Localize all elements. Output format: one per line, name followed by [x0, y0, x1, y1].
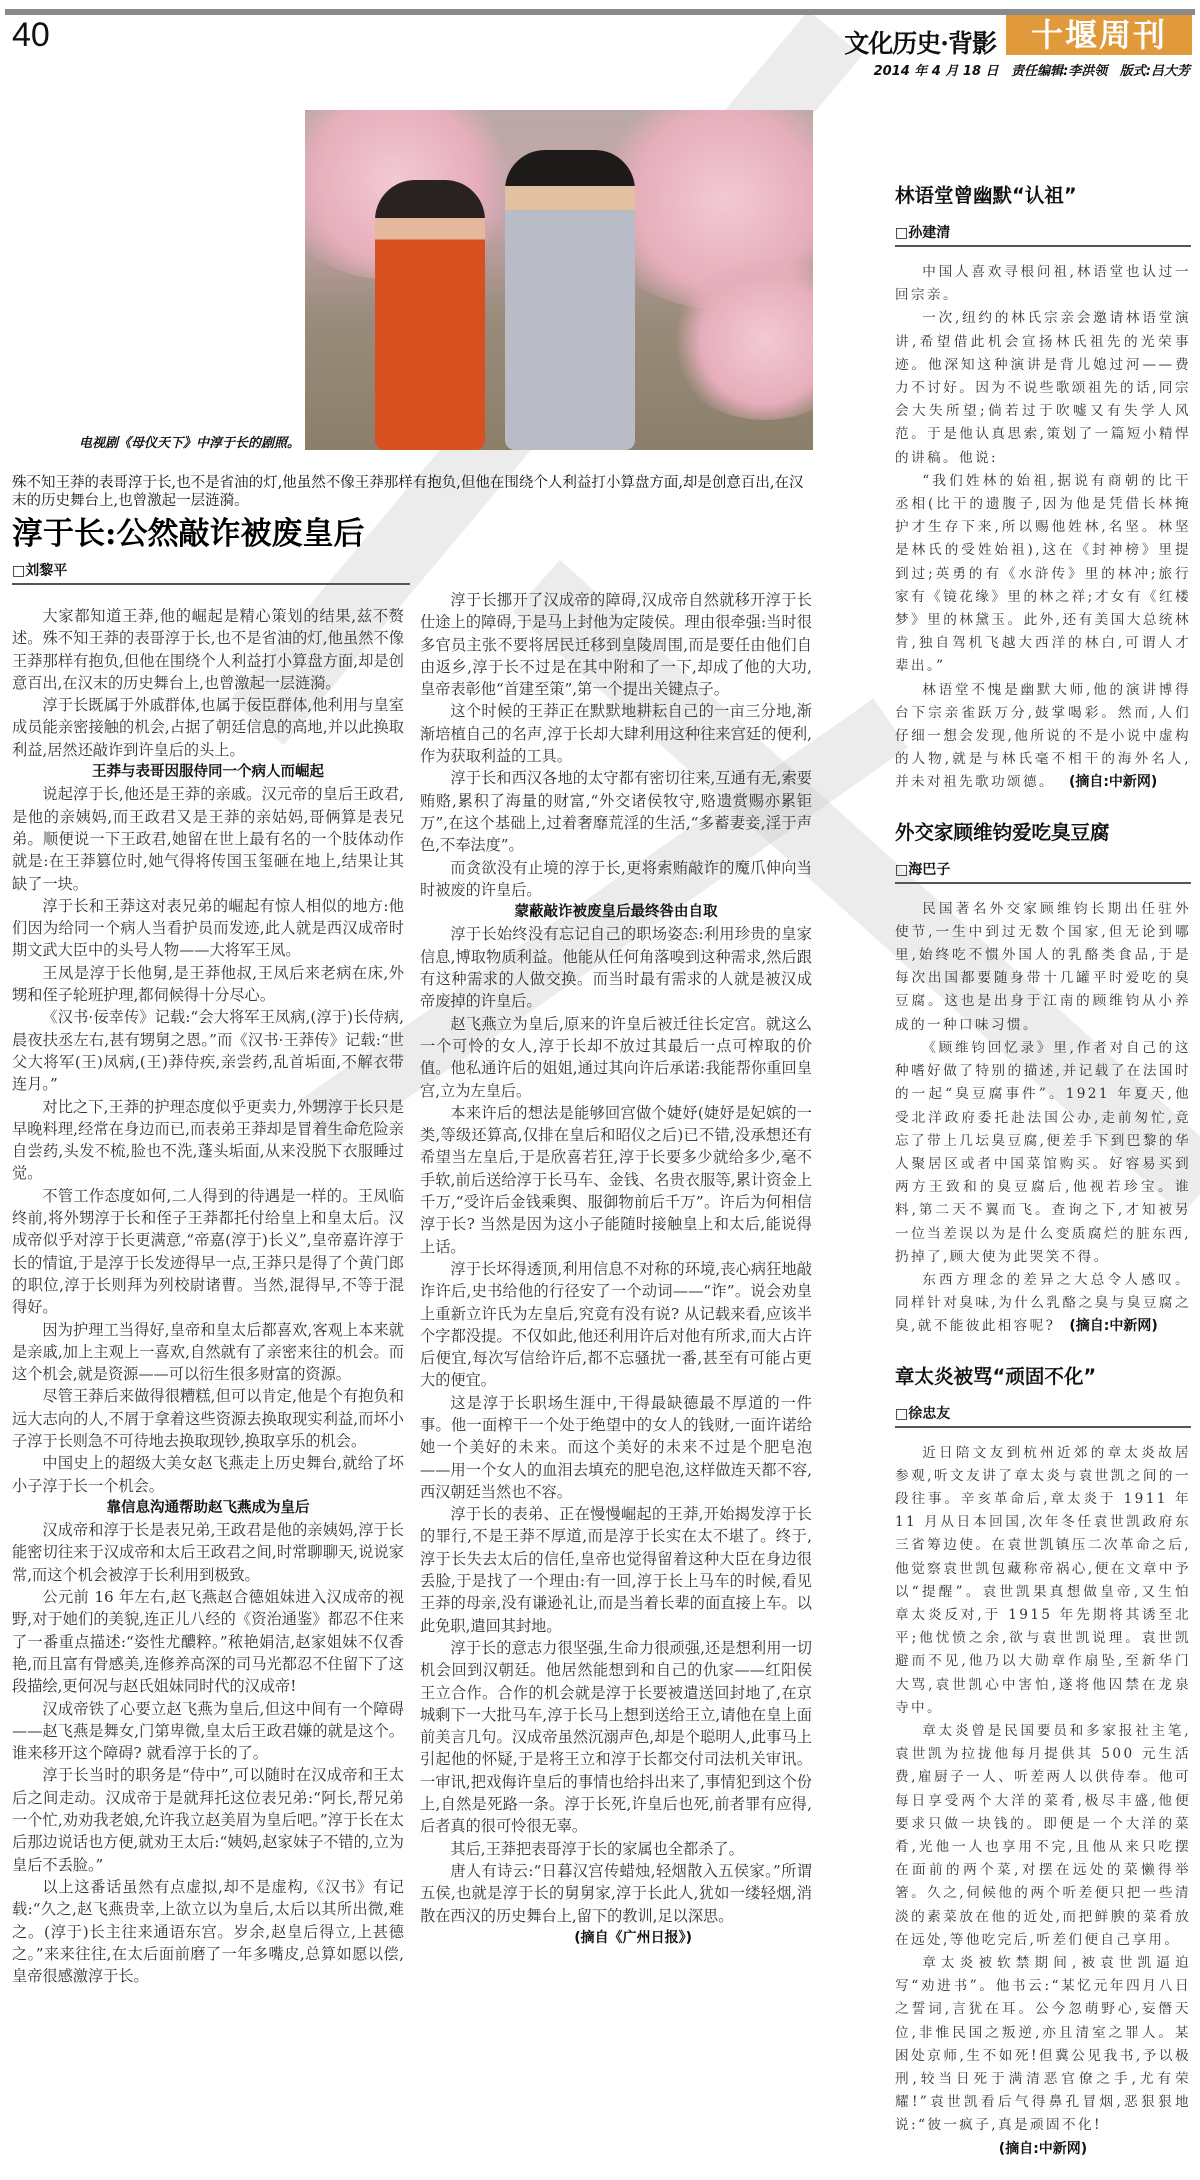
article-byline: □刘黎平	[12, 560, 410, 585]
sidebar-article	[895, 180, 1191, 795]
article-paragraph: 淳于长的表弟、正在慢慢崛起的王莽,开始揭发淳于长的罪行,不是王莽不厚道,而是淳于长实在太不堪了。终于,淳于长失去太后的信任,皇帝也觉得留着这种大臣在身边很丢脸,于是找了一个理由:有一回,淳于长上马车的时候,看见王莽的母亲,没有谦逊礼让,而是当着长辈的面直接上车。以此免职,遣回其封地。	[420, 1505, 812, 1635]
sidebar-source: (摘自:中新网)	[1069, 1318, 1158, 1335]
article-paragraph: 淳于长当时的职务是“侍中”,可以随时在汉成帝和王太后之间走动。汉成帝于是就拜托这位表兄弟:“阿长,帮兄弟一个忙,劝劝我老娘,允许我立赵美眉为皇后吧。”淳于长在太后那边说话也方便,就劝王太后:“姨妈,赵家妹子不错的,立为皇后不丢脸。”	[12, 1766, 404, 1874]
article-paragraph: 因为护理工当得好,皇帝和皇太后都喜欢,客观上本来就是亲戚,加上主观上一喜欢,自然就有了亲密来往的机会。而这个机会,就是资源——可以衍生很多财富的资源。	[12, 1320, 404, 1384]
article-photo	[305, 110, 813, 450]
sidebar-article-body	[895, 261, 1191, 795]
paragraph-text: 章太炎被软禁期间,被袁世凯逼迫写“劝进书”。他书云:“某忆元年四月八日之誓词,言犹在耳。公今忽萌野心,妄僭天位,非惟民国之叛逆,亦且清室之罪人。某困处京师,生不如死!但冀公见我书,予以极刑,较当日死于满清恶官僚之手,尤有荣耀!”袁世凯看后气得鼻孔冒烟,恶狠狠地说:“彼一疯子,真是顽固不化!	[895, 1955, 1191, 2134]
article-paragraph: 淳于长的意志力很坚强,生命力很顽强,还是想利用一切机会回到汉朝廷。他居然能想到和自己的仇家——红阳侯王立合作。合作的机会就是淳于长要被遣送回封地了,在京城剩下一大批马车,淳于长马上想到送给王立,请他在皇上面前美言几句。汉成帝虽然沉溺声色,却是个聪明人,此事马上引起他的怀疑,于是将王立和淳于长都交付司法机关审讯。一审讯,把戏侮许皇后的事情也给抖出来了,事情犯到这个份上,自然是死路一条。淳于长死,许皇后也死,前者罪有应得,后者真的很可怜很无辜。	[420, 1638, 812, 1836]
article-paragraph: 不管工作态度如何,二人得到的待遇是一样的。王凤临终前,将外甥淳于长和侄子王莽都托付给皇上和皇太后。汉成帝似乎对淳于长更满意,“帝嘉(淳于)长义”,皇帝嘉许淳于长的情谊,于是淳于长发迹得早一点,王莽只是得了个黄门郎的职位,淳于长则拜为列校尉诸曹。当然,混得早,不等于混得好。	[12, 1186, 404, 1317]
editor-credit: 责任编辑:李洪领	[1011, 64, 1108, 79]
article-paragraph: 汉成帝铁了心要立赵飞燕为皇后,但这中间有一个障碍——赵飞燕是舞女,门第卑微,皇太后王政君嫌的就是这个。谁来移开这个障碍? 就看淳于长的了。	[12, 1699, 404, 1763]
sidebar-paragraph	[895, 1269, 1191, 1339]
article-paragraph: 赵飞燕立为皇后,原来的许皇后被迁往长定宫。就这么一个可怜的女人,淳于长却不放过其最后一点可榨取的价值。他私通许后的姐姐,通过其向许后承诺:我能帮你重回皇宫,立为左皇后。	[420, 1014, 812, 1100]
article-paragraph: 王凤是淳于长他舅,是王莽他叔,王凤后来老病在床,外甥和侄子轮班护理,都伺候得十分尽心。	[12, 963, 404, 1005]
sidebar-article	[895, 1361, 1191, 2158]
article-paragraph: 中国史上的超级大美女赵飞燕走上历史舞台,就给了坏小子淳于长一个机会。	[12, 1454, 404, 1495]
actress-figure	[375, 180, 485, 450]
sidebar-paragraph	[895, 679, 1191, 795]
sidebar-paragraph	[895, 307, 1191, 469]
article-paragraph: 大家都知道王莽,他的崛起是精心策划的结果,兹不赘述。殊不知王莽的表哥淳于长,也不是省油的灯,他虽然不像王莽那样有抱负,但他在围绕个人利益打小算盘方面,却是创意百出,在汉末的历史舞台上,也曾激起一层涟漪。	[12, 607, 404, 692]
article-lead: 殊不知王莽的表哥淳于长,也不是省油的灯,他虽然不像王莽那样有抱负,但他在围绕个人利益打小算盘方面,却是创意百出,在汉末的历史舞台上,也曾激起一层涟漪。	[12, 475, 804, 509]
article-paragraph: 唐人有诗云:“日暮汉宫传蜡烛,轻烟散入五侯家。”所谓五侯,也就是淳于长的舅舅家,淳于长此人,犹如一缕轻烟,消散在西汉的历史舞台上,留下的教训,足以深思。	[420, 1861, 812, 1925]
issue-date: 2014 年 4 月 18 日	[873, 64, 999, 79]
article-paragraph: 说起淳于长,他还是王莽的亲戚。汉元帝的皇后王政君,是他的亲姨妈,而王政君又是王莽的亲姑妈,哥俩算是表兄弟。顺便说一下王政君,她留在世上最有名的一个肢体动作就是:在王莽篡位时,她气得将传国玉玺砸在地上,结果让其缺了一块。	[12, 785, 404, 893]
article-paragraph: 这是淳于长职场生涯中,干得最缺德最不厚道的一件事。他一面榨干一个处于绝望中的女人的钱财,一面许诺给她一个美好的未来。而这个美好的未来不过是个肥皂泡——用一个女人的血泪去填充的肥皂泡,这样做连天都不容,西汉朝廷当然也不容。	[420, 1393, 812, 1501]
paragraph-text: 中国人喜欢寻根问祖,林语堂也认过一回宗亲。	[895, 264, 1191, 304]
section-subheading: 蒙蔽敲诈被废皇后最终咎由自取	[514, 904, 718, 921]
article-paragraph: 淳于长和王莽这对表兄弟的崛起有惊人相似的地方:他们因为给同一个病人当看护员而发迹,此人就是西汉成帝时期文武大臣中的头号人物——大将军王凤。	[12, 896, 404, 960]
brand-logo: 十堰周刊	[1006, 15, 1192, 55]
article-paragraph: 《汉书·佞幸传》记载:“会大将军王凤病,(淳于)长侍病,晨夜扶丞左右,甚有甥舅之恩。”而《汉书·王莽传》记载:“世父大将军(王)凤病,(王)莽侍疾,亲尝药,乱首垢面,不解衣带连月。”	[12, 1008, 404, 1094]
article-paragraph: 淳于长坏得透顶,利用信息不对称的环境,丧心病狂地敲诈许后,史书给他的行径安了一个动词——“诈”。说会劝皇上重新立许氏为左皇后,究竟有没有说? 从记载来看,应该半个字都没提。不仅如此,他还利用许后对他有所求,而大占许后便宜,每次写信给许后,都不忘骚扰一番,甚至有可能占更大的便宜。	[420, 1259, 812, 1390]
section-subheading: 王莽与表哥因服侍同一个病人而崛起	[92, 764, 324, 781]
photo-caption: 电视剧《母仪天下》中淳于长的剧照。	[78, 436, 300, 451]
section-subheading: 靠信息沟通帮助赵飞燕成为皇后	[106, 1499, 310, 1516]
article-paragraph: 淳于长既属于外戚群体,也属于佞臣群体,他利用与皇室成员能亲密接触的机会,占据了朝廷信息的高地,并以此换取利益,居然还敲诈到许皇后的头上。	[12, 696, 404, 759]
sidebar-article-title: 章太炎被骂“顽固不化”	[895, 1364, 1097, 1388]
article-paragraph: 其后,王莽把表哥淳于长的家属也全都杀了。	[450, 1839, 744, 1858]
paragraph-text: 民国著名外交家顾维钧长期出任驻外使节,一生中到过无数个国家,但无论到哪里,始终吃不惯外国人的乳酪类食品,于是每次出国都要随身带十几罐平时爱吃的臭豆腐。这也是出身于江南的顾维钧从小养成的一种口味习惯。	[895, 900, 1191, 1033]
sidebar-article-title: 林语堂曾幽默“认祖”	[895, 184, 1077, 207]
sidebar-article-body	[895, 1442, 1191, 2158]
sidebar-paragraph	[895, 470, 1191, 679]
article-paragraph: 这个时候的王莽正在默默地耕耘自己的一亩三分地,渐渐培植自己的名声,淳于长却大肆利用这种往来宫廷的便利,作为获取利益的工具。	[420, 702, 812, 766]
sidebar-paragraph	[895, 1442, 1191, 1720]
sidebar-article-byline: □孙建清	[895, 222, 1191, 247]
article-paragraph: 汉成帝和淳于长是表兄弟,王政君是他的亲姨妈,淳于长能密切往来于汉成帝和太后王政君之间,时常聊聊天,说说家常,而这个机会被淳于长利用到极致。	[12, 1521, 404, 1584]
article-paragraph: 淳于长和西汉各地的太守都有密切往来,互通有无,索要贿赂,累积了海量的财富,“外交诸侯牧守,赂遗赏赐亦累钜万”,在这个基础上,过着奢靡荒淫的生活,“多蓄妻妾,淫于声色,不奉法度”。	[420, 769, 812, 855]
article-paragraph: 公元前 16 年左右,赵飞燕赵合德姐妹进入汉成帝的视野,对于她们的美貌,连正儿八经的《资治通鉴》都忍不住来了一番重点描述:“姿性尤醲粹。”秾艳娟洁,赵家姐妹不仅香艳,而且富有骨感美,连修养高深的司马光都忍不住留下了这段描绘,更何况与赵氏姐妹同时代的汉成帝!	[12, 1588, 404, 1696]
sidebar	[895, 180, 1191, 2180]
sidebar-article-byline: □海巴子	[895, 859, 1191, 884]
sidebar-source: (摘自:中新网)	[998, 2140, 1088, 2157]
article-paragraph: 淳于长始终没有忘记自己的职场姿态:利用珍贵的皇家信息,博取物质利益。他能从任何角落嗅到这种需求,然后跟有这种需求的人做交换。而当时最有需求的人就是被汉成帝废掉的许皇后。	[420, 925, 812, 1011]
sidebar-article	[895, 817, 1191, 1339]
sidebar-paragraph	[895, 1720, 1191, 1952]
page-number: 40	[12, 16, 50, 54]
article-paragraph: 对比之下,王莽的护理态度似乎更卖力,外甥淳于长只是早晚料理,经常在身边而已,而表弟王莽却是冒着生命危险亲自尝药,头发不梳,脸也不洗,蓬头垢面,从来没脱下衣服睡过觉。	[12, 1097, 404, 1183]
paragraph-text: 东西方理念的差异之大总令人感叹。同样针对臭味,为什么乳酪之臭与臭豆腐之臭,就不能彼此相容呢?	[895, 1271, 1191, 1335]
paragraph-text: 林语堂不愧是幽默大师,他的演讲博得台下宗亲雀跃万分,鼓掌喝彩。然而,人们仔细一想会发现,他所说的不是小说中虚构的人物,就是与林氏毫不相干的海外名人,并未对祖先歌功颂德。	[895, 681, 1191, 791]
layout-credit: 版式:吕大芳	[1119, 64, 1190, 79]
article-source: (摘自《广州日报》)	[574, 1929, 692, 1946]
paragraph-text: 一次,纽约的林氏宗亲会邀请林语堂演讲,希望借此机会宣扬林氏祖先的光荣事迹。他深知这种演讲是背儿媳过河——费力不讨好。因为不说些歌颂祖先的话,同宗会大失所望;倘若过于吹嘘又有失学人风范。于是他认真思索,策划了一篇短小精悍的讲稿。他说:	[895, 310, 1191, 466]
article-paragraph: 而贪欲没有止境的淳于长,更将索贿敲诈的魔爪伸向当时被废的许皇后。	[420, 858, 812, 899]
article-paragraph: 尽管王莽后来做得很糟糕,但可以肯定,他是个有抱负和远大志向的人,不屑于拿着这些资源去换取现实利益,而坏小子淳于长则急不可待地去换取现钞,换取享乐的机会。	[12, 1387, 404, 1450]
sidebar-article-byline: □徐忠友	[895, 1403, 1191, 1428]
dateline	[866, 60, 1190, 79]
article-paragraph: 以上这番话虽然有点虚拟,却不是虚构,《汉书》有记载:“久之,赵飞燕贵幸,上欲立以为皇后,太后以其所出微,难之。(淳于)长主往来通语东宫。岁余,赵皇后得立,上甚德之。”来来往往,在太后面前磨了一年多嘴皮,总算如愿以偿,皇帝很感激淳于长。	[12, 1877, 404, 1986]
sidebar-article-title: 外交家顾维钧爱吃臭豆腐	[895, 820, 1110, 844]
section-title: 文化历史·背影	[844, 29, 996, 58]
sidebar-article-body	[895, 898, 1191, 1339]
article-title: 淳于长:公然敲诈被废皇后	[12, 516, 365, 552]
sidebar-paragraph	[895, 1952, 1191, 2138]
main-article	[12, 474, 812, 1987]
article-paragraph: 本来许后的想法是能够回宫做个婕妤(婕妤是妃嫔的一类,等级还算高,仅排在皇后和昭仪之后)已不错,没承想还有希望当左皇后,于是欣喜若狂,淳于长要多少就给多少,毫不手软,前后送给淳于长马车、金钱、名贵衣服等,累计资金上千万,“受许后金钱乘舆、服御物前后千万”。许后为何相信淳于长? 当然是因为这小子能随时接触皇上和太后,能说得上话。	[420, 1103, 812, 1256]
actor-figure	[505, 150, 635, 450]
paragraph-text: 近日陪文友到杭州近郊的章太炎故居参观,听文友讲了章太炎与袁世凯之间的一段往事。辛亥革命后,章太炎于 1911 年 11 月从日本回国,次年冬任袁世凯政府东三省筹边使。在袁世凯镇压二次革命之后,他觉察袁世凯包藏称帝祸心,便在文章中予以“提醒”。袁世凯果真想做皇帝,又生怕章太炎反对,于 1915 年先期将其诱至北平;他忧愤之余,欲与袁世凯说理。袁世凯避而不见,他乃以大勋章作扇坠,至新华门大骂,袁世凯心中害怕,遂将他囚禁在龙泉寺中。	[895, 1444, 1191, 1716]
paragraph-text: 《顾维钧回忆录》里,作者对自己的这种嗜好做了特别的描述,并记载了在法国时的一起“臭豆腐事件”。1921 年夏天,他受北洋政府委托赴法国公办,走前匆忙,竟忘了带上几坛臭豆腐,便差手下到巴黎的华人聚居区或者中国菜馆购买。好容易买到两方王致和的臭豆腐后,他视若珍宝。谁料,第二天不翼而飞。查询之下,才知被另一位当差误以为是什么变质腐烂的脏东西,扔掉了,顾大使为此哭笑不得。	[895, 1039, 1191, 1265]
sidebar-paragraph	[895, 261, 1191, 307]
sidebar-paragraph	[895, 1037, 1191, 1269]
sidebar-source: (摘自:中新网)	[1068, 774, 1158, 791]
sidebar-paragraph	[895, 898, 1191, 1037]
paragraph-text: “我们姓林的始祖,据说有商朝的比干丞相(比干的遗腹子,因为他是凭借长林掩护才生存下来,所以赐他姓林,名坚。林坚是林氏的受姓始祖),这在《封神榜》里提到过;英勇的有《水浒传》里的林冲;旅行家有《镜花缘》里的林之祥;才女有《红楼梦》里的林黛玉。此外,还有美国大总统林肯,独自驾机飞越大西洋的林白,可谓人才辈出。”	[895, 472, 1191, 675]
paragraph-text: 章太炎曾是民国要员和多家报社主笔,袁世凯为拉拢他每月提供其 500 元生活费,雇厨子一人、听差两人以供侍奉。他可每日享受两个大洋的菜肴,极尽丰盛,他便要求只做一块钱的。即便是一个大洋的菜肴,光他一人也享用不完,且他从来只吃摆在面前的两个菜,对摆在远处的菜懒得举箸。久之,伺候他的两个听差便只把一些清淡的素菜放在他的近处,而把鲜腴的菜肴放在远处,等他吃完后,听差们便自己享用。	[895, 1722, 1191, 1948]
article-paragraph: 淳于长挪开了汉成帝的障碍,汉成帝自然就移开淳于长仕途上的障碍,于是马上封他为定陵侯。理由很牵强:当时很多官员主张不要将居民迁移到皇陵周围,而是要任由他们自由返乡,淳于长不过是在其中附和了一下,却成了他的大功,皇帝表彰他“首建至策”,第一个提出关键点子。	[420, 591, 812, 699]
article-body	[12, 589, 812, 1987]
